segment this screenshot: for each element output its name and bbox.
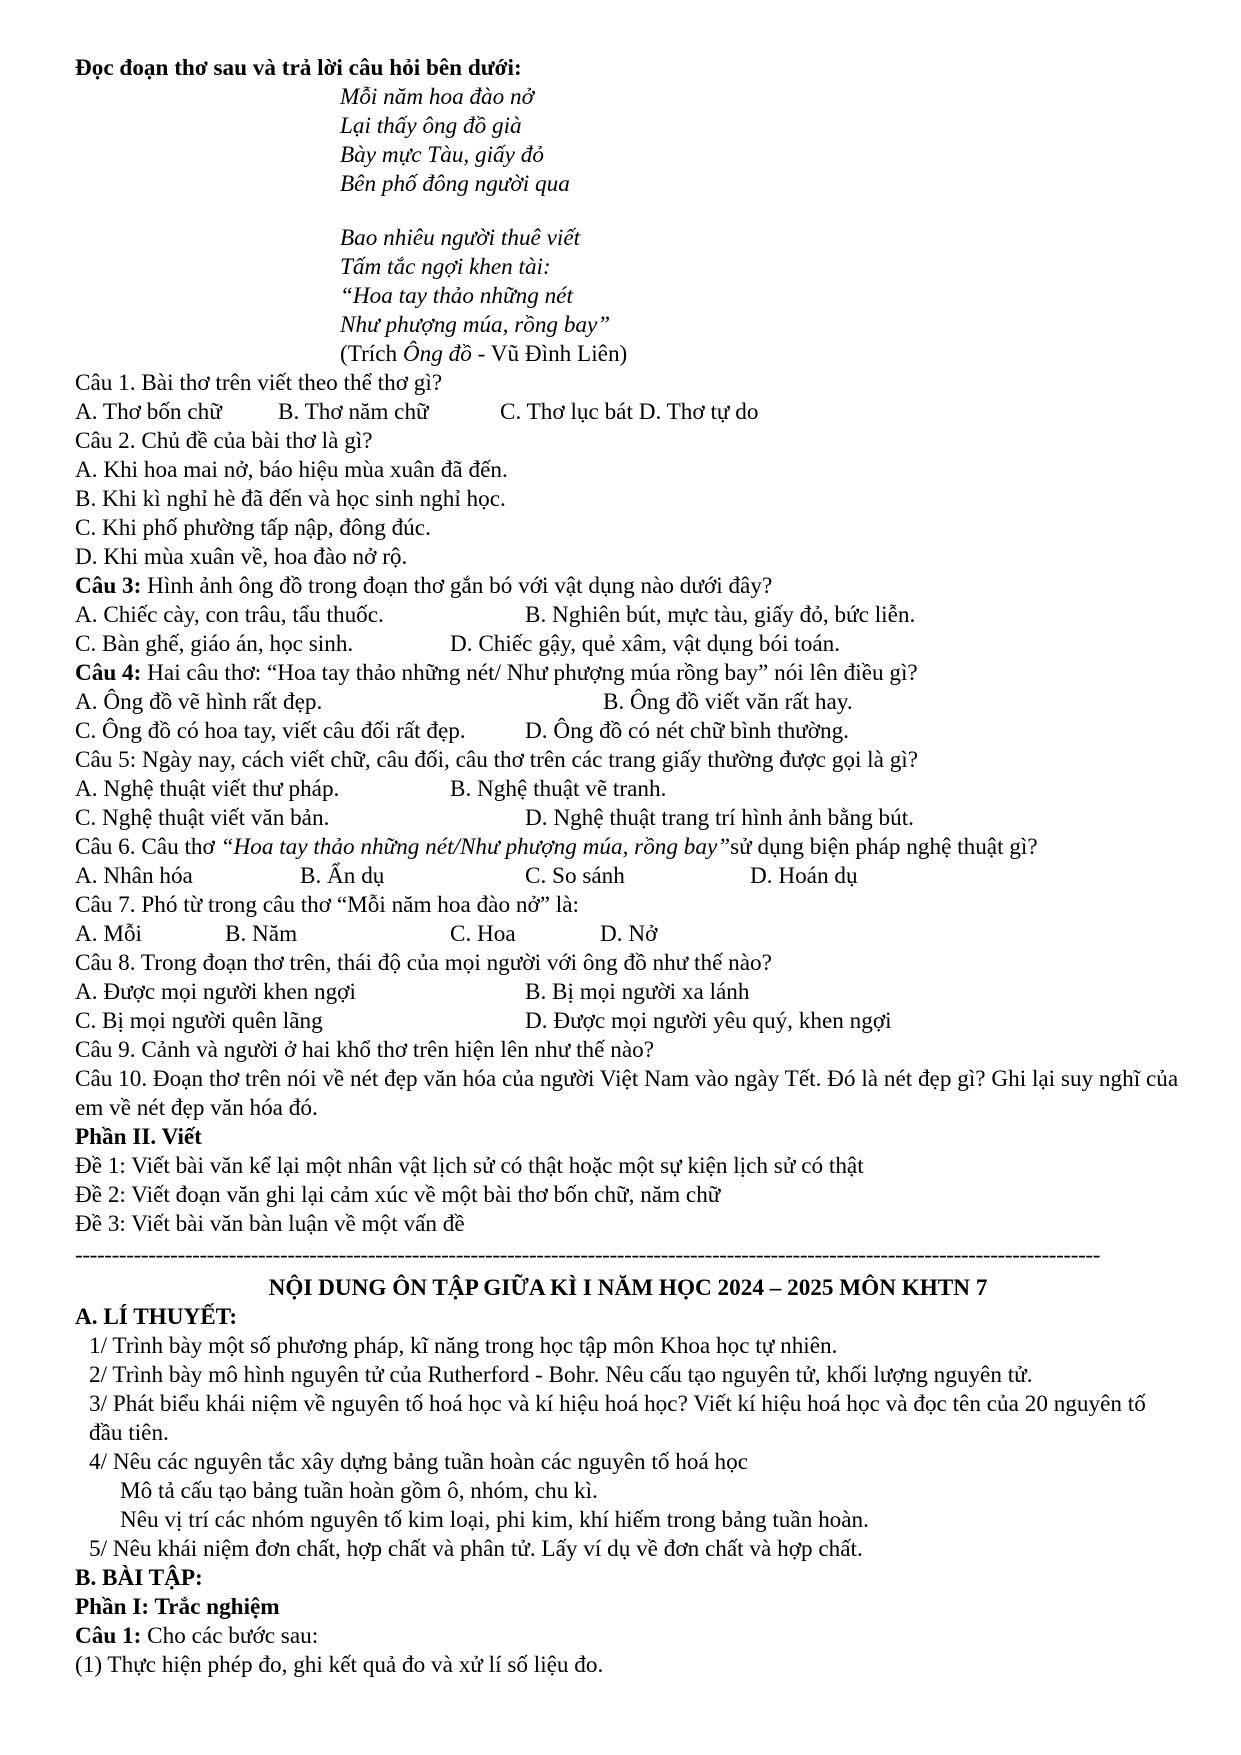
question-text: sử dụng biện pháp nghệ thuật gì? (730, 834, 1038, 860)
stanza-gap (340, 199, 1181, 224)
question-text: Hai câu thơ: “Hoa tay thảo những nét/ Như phượng múa rồng bay” nói lên điều gì? (141, 660, 918, 686)
option-d: D. Hoán dụ (750, 863, 858, 889)
poem-line: Bày mực Tàu, giấy đỏ (340, 142, 544, 168)
poem-line: “Hoa tay thảo những nét (340, 283, 573, 309)
source-prefix: (Trích (340, 341, 403, 367)
option-c: C. Bị mọi người quên lãng (75, 1008, 323, 1034)
part-1-heading: Phần I: Trắc nghiệm (75, 1594, 280, 1620)
option-c: C. Bàn ghế, giáo án, học sinh. (75, 631, 354, 657)
option-c: C. So sánh (525, 863, 625, 889)
exercise-step-1: (1) Thực hiện phép đo, ghi kết quả đo và xử lí số liệu đo. (75, 1652, 604, 1678)
source-title: Ông đồ (402, 341, 472, 367)
option-c: C. Khi phố phường tấp nập, đông đúc. (75, 515, 431, 541)
poem-line: Lại thấy ông đồ già (340, 113, 522, 139)
option-b: B. Nghiên bút, mực tàu, giấy đỏ, bức liễn. (525, 602, 916, 628)
question-8-options-2 (75, 1007, 1181, 1036)
question-quote: “Hoa tay thảo những nét/Như phượng múa, rồng bay” (220, 834, 731, 860)
question-1-options (75, 398, 1181, 427)
reading-prompt: Đọc đoạn thơ sau và trả lời câu hỏi bên dưới: (75, 55, 522, 81)
part-2-title: Phần II. Viết (75, 1124, 202, 1150)
theory-item-2: 2/ Trình bày mô hình nguyên tử của Rutherford - Bohr. Nêu cấu tạo nguyên tử, khối lượng nguyên tử. (89, 1362, 1033, 1388)
option-c: C. Ông đồ có hoa tay, viết câu đối rất đẹp. (75, 718, 466, 744)
exercise-question-1 (75, 1622, 1181, 1651)
option-b: B. Thơ năm chữ (278, 399, 429, 425)
question-4-options-1 (75, 688, 1181, 717)
question-4 (75, 659, 1181, 688)
theory-item-4-sub-1: Mô tả cấu tạo bảng tuần hoàn gồm ô, nhóm, chu kì. (120, 1478, 598, 1504)
theory-item-4-sub-2: Nêu vị trí các nhóm nguyên tố kim loại, phi kim, khí hiếm trong bảng tuần hoàn. (120, 1507, 869, 1533)
question-text: Hình ảnh ông đồ trong đoạn thơ gắn bó với vật dụng nào dưới đây? (141, 573, 773, 599)
essay-topic-3: Đề 3: Viết bài văn bàn luận về một vấn đề (75, 1211, 465, 1237)
essay-topic-2: Đề 2: Viết đoạn văn ghi lại cảm xúc về một bài thơ bốn chữ, năm chữ (75, 1182, 721, 1208)
question-text: Câu 6. Câu thơ (75, 834, 221, 860)
question-6-options (75, 862, 1181, 891)
section-a-heading: A. LÍ THUYẾT: (75, 1304, 238, 1330)
poem-source (340, 340, 1181, 369)
option-d: D. Ông đồ có nét chữ bình thường. (525, 718, 849, 744)
question-8: Câu 8. Trong đoạn thơ trên, thái độ của mọi người với ông đồ như thế nào? (75, 950, 772, 976)
option-c: C. Thơ lục bát D. Thơ tự do (500, 399, 759, 425)
option-d: D. Chiếc gậy, quẻ xâm, vật dụng bói toán. (450, 631, 841, 657)
khtn-title: NỘI DUNG ÔN TẬP GIỮA KÌ I NĂM HỌC 2024 – 2025 MÔN KHTN 7 (268, 1275, 988, 1301)
poem-line: Tấm tắc ngợi khen tài: (340, 254, 551, 280)
question-5-options-1 (75, 775, 1181, 804)
section-b-heading: B. BÀI TẬP: (75, 1565, 203, 1591)
option-a: A. Chiếc cày, con trâu, tẩu thuốc. (75, 602, 384, 628)
question-label: Câu 3: (75, 573, 142, 599)
question-1: Câu 1. Bài thơ trên viết theo thể thơ gì? (75, 370, 443, 396)
option-a: A. Mỗi (75, 921, 142, 947)
poem-line: Bên phố đông người qua (340, 171, 570, 197)
theory-item-1: 1/ Trình bày một số phương pháp, kĩ năng trong học tập môn Khoa học tự nhiên. (89, 1333, 838, 1359)
option-a: A. Thơ bốn chữ (75, 399, 222, 425)
poem-line: Mỗi năm hoa đào nở (340, 84, 535, 110)
option-d: D. Nở (600, 921, 658, 947)
question-7: Câu 7. Phó từ trong câu thơ “Mỗi năm hoa đào nở” là: (75, 892, 579, 918)
question-3-options-2 (75, 630, 1181, 659)
question-10: Câu 10. Đoạn thơ trên nói về nét đẹp văn hóa của người Việt Nam vào ngày Tết. Đó là nét đẹp gì? Ghi lại suy nghĩ của em về nét đẹp văn hóa đó. (75, 1066, 1179, 1121)
poem (75, 83, 1181, 369)
option-b: B. Ông đồ viết văn rất hay. (603, 689, 853, 715)
theory-item-3: 3/ Phát biểu khái niệm về nguyên tố hoá học và kí hiệu hoá học? Viết kí hiệu hoá học và đọc tên của 20 nguyên tố đầu tiên. (89, 1391, 1146, 1446)
option-b: B. Nghệ thuật vẽ tranh. (450, 776, 667, 802)
theory-item-5: 5/ Nêu khái niệm đơn chất, hợp chất và phân tử. Lấy ví dụ về đơn chất và hợp chất. (89, 1536, 863, 1562)
question-text: Cho các bước sau: (141, 1623, 319, 1649)
question-7-options (75, 920, 1181, 949)
option-d: D. Khi mùa xuân về, hoa đào nở rộ. (75, 544, 408, 570)
option-c: C. Nghệ thuật viết văn bản. (75, 805, 330, 831)
question-3-options-1 (75, 601, 1181, 630)
question-2: Câu 2. Chủ đề của bài thơ là gì? (75, 428, 373, 454)
question-5-options-2 (75, 804, 1181, 833)
option-a: A. Được mọi người khen ngợi (75, 979, 356, 1005)
essay-topic-1: Đề 1: Viết bài văn kể lại một nhân vật lịch sử có thật hoặc một sự kiện lịch sử có thật (75, 1153, 864, 1179)
question-5: Câu 5: Ngày nay, cách viết chữ, câu đối, câu thơ trên các trang giấy thường được gọi là gì? (75, 747, 919, 773)
question-label: Câu 4: (75, 660, 142, 686)
option-a: A. Khi hoa mai nở, báo hiệu mùa xuân đã đến. (75, 457, 508, 483)
option-d: D. Nghệ thuật trang trí hình ảnh bằng bút. (525, 805, 914, 831)
question-4-options-2 (75, 717, 1181, 746)
theory-item-4: 4/ Nêu các nguyên tắc xây dựng bảng tuần hoàn các nguyên tố hoá học (89, 1449, 749, 1475)
question-9: Câu 9. Cảnh và người ở hai khổ thơ trên hiện lên như thế nào? (75, 1037, 655, 1063)
question-3 (75, 572, 1181, 601)
poem-line: Bao nhiêu người thuê viết (340, 225, 581, 251)
option-a: A. Nhân hóa (75, 863, 193, 889)
question-8-options-1 (75, 978, 1181, 1007)
option-c: C. Hoa (450, 921, 516, 947)
option-a: A. Nghệ thuật viết thư pháp. (75, 776, 340, 802)
option-b: B. Bị mọi người xa lánh (525, 979, 750, 1005)
option-b: B. Năm (225, 921, 298, 947)
dashed-divider: -------------------------------------------------------------------------------------------------------------------------------------------- (75, 1242, 1101, 1268)
option-d: D. Được mọi người yêu quý, khen ngợi (525, 1008, 892, 1034)
source-author: - Vũ Đình Liên) (471, 341, 628, 367)
option-b: B. Khi kì nghỉ hè đã đến và học sinh nghỉ học. (75, 486, 506, 512)
option-b: B. Ẩn dụ (300, 863, 385, 889)
poem-line: Như phượng múa, rồng bay” (340, 312, 611, 338)
question-6 (75, 833, 1181, 862)
question-label: Câu 1: (75, 1623, 142, 1649)
option-a: A. Ông đồ vẽ hình rất đẹp. (75, 689, 323, 715)
